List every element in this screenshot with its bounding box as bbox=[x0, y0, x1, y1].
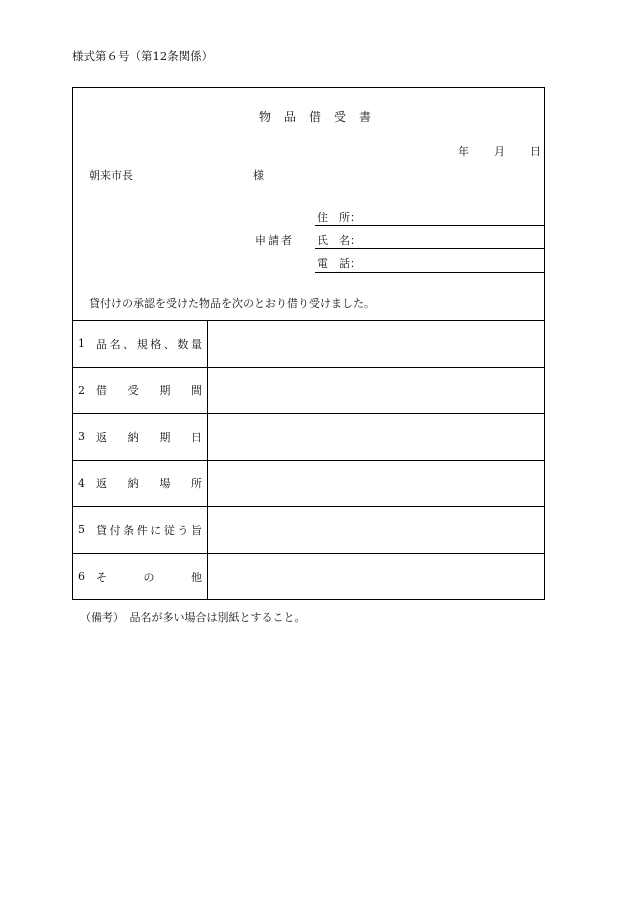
name-line bbox=[315, 248, 545, 249]
table-row bbox=[78, 506, 202, 553]
table-row bbox=[78, 460, 202, 506]
row-label: 返 納 場 所 bbox=[96, 477, 202, 490]
table-row bbox=[78, 320, 202, 367]
statement: 貸付けの承認を受けた物品を次のとおり借り受けました。 bbox=[89, 297, 375, 310]
table-row bbox=[78, 367, 202, 413]
row-number: 6 bbox=[78, 570, 85, 583]
phone-label: 電 話： bbox=[317, 257, 361, 270]
row-label: 借 受 期 間 bbox=[96, 384, 202, 397]
table-row bbox=[78, 553, 202, 600]
document-title: 物品借受書 bbox=[258, 110, 384, 124]
row-number: 3 bbox=[78, 430, 85, 443]
date-year-label: 年 bbox=[458, 145, 469, 158]
table-column-line bbox=[207, 320, 208, 600]
honorific: 様 bbox=[253, 169, 264, 182]
addressee: 朝来市長 bbox=[89, 169, 133, 182]
row-label: 返 納 期 日 bbox=[96, 430, 202, 444]
address-label: 住 所： bbox=[317, 211, 361, 224]
table-row bbox=[78, 413, 202, 460]
date-day-label: 日 bbox=[530, 145, 541, 158]
remarks-note: （備考） 品名が多い場合は別紙とすること。 bbox=[80, 611, 306, 624]
row-number: 5 bbox=[78, 523, 85, 536]
form-number: 様式第６号（第12条関係） bbox=[72, 49, 214, 63]
row-label: そ の 他 bbox=[96, 570, 202, 584]
phone-line bbox=[315, 272, 545, 273]
row-number: 1 bbox=[78, 337, 85, 350]
row-label: 品 名 、 規 格 、 数 量 bbox=[96, 337, 202, 351]
applicant-label: 申請者 bbox=[255, 234, 294, 247]
address-line bbox=[315, 225, 545, 226]
row-label: 貸 付 条 件 に 従 う 旨 bbox=[96, 523, 202, 537]
date-month-label: 月 bbox=[494, 145, 505, 158]
row-number: 4 bbox=[78, 476, 85, 490]
name-label: 氏 名： bbox=[317, 234, 361, 247]
row-number: 2 bbox=[78, 383, 85, 397]
